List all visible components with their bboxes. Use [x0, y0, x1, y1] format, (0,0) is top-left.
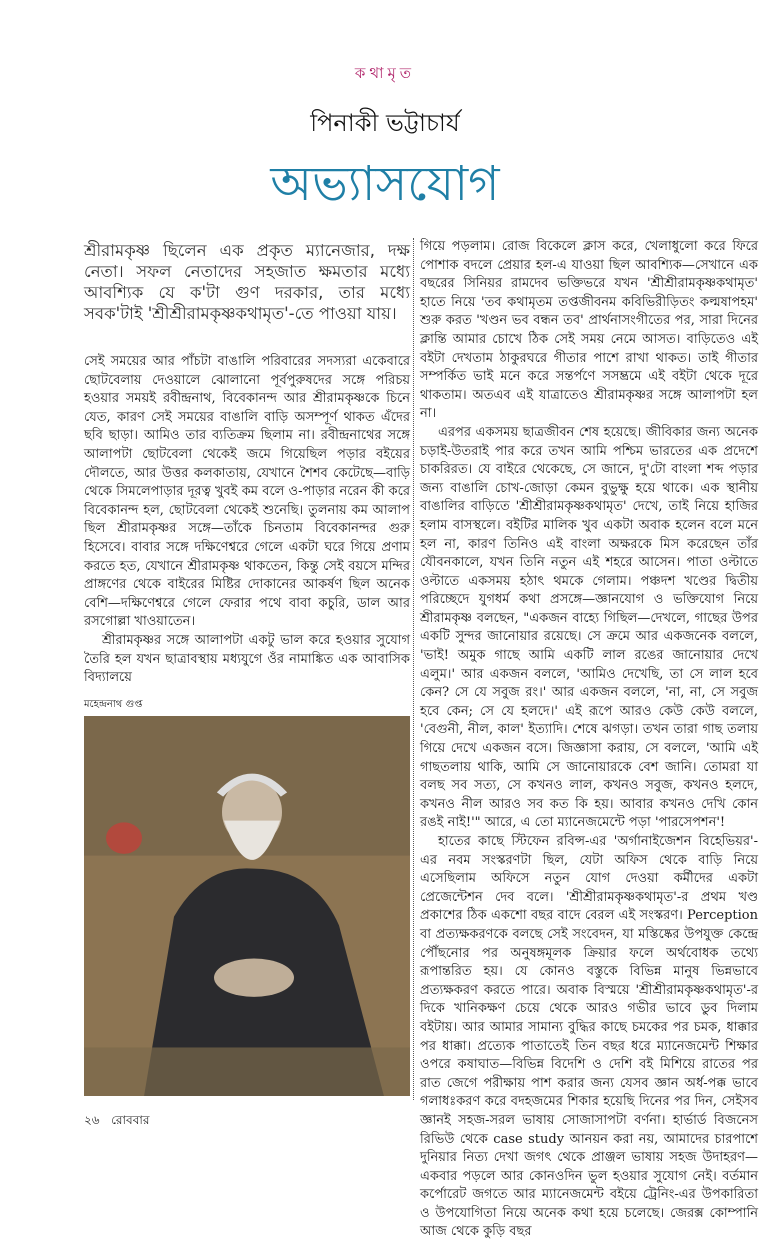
- photo-caption: মহেন্দ্রনাথ গুপ্ত: [84, 698, 143, 710]
- paragraph: এরপর একসময় ছাত্রজীবন শেষ হয়েছে। জীবিকার জন্য অনেক চড়াই-উতরাই পার করে তখন আমি পশ্চিম ভারতের এক প্রদেশে চাকরিরত। যে বাইরে থেকেছে, সে জানে, দু'টো বাংলা শব্দ পড়ার জন্য বাঙালি চোখ-জোড়া কেমন বুভুক্ষু হয়ে থাকে। এক স্থানীয় বাঙালির বাড়িতে 'শ্রীশ্রীরামকৃষ্ণকথামৃত' দেখে, তাই নিয়ে হাজির হলাম বাসস্থলে। বইটির মালিক খুব একটা অবাক হলেন বলে মনে হল না, কারণ তিনিও এই বাংলা অক্ষরকে মিস করেছেন তাঁর যৌবনকালে, যখন তিনি নতুন এই শহরে আসেন। পাতা ওল্টাতে ওল্টাতে একসময় হঠাৎ থমকে গেলাম। পঞ্চদশ খণ্ডের দ্বিতীয় পরিচ্ছেদে যুগধর্ম কথা প্রসঙ্গে—জ্ঞানযোগ ও ভক্তিযোগ নিয়ে শ্রীরামকৃষ্ণ বলছেন, "একজন বাহ্যে গিছিল—দেখলে, গাছের উপর একটি সুন্দর জানোয়ার রয়েছে। সে ক্রমে আর একজনেক বললে, 'ভাই! অমুক গাছে আমি একটি লাল রঙের জানোয়ার দেখে এলুম।' আর একজন বললে, 'আমিও দেখেছি, তা সে লাল হবে কেন? সে যে সবুজ রং।' আর একজন বললে, 'না, না, সে সবুজ হবে কেন; সে যে হলদে।' এই রূপে আরও কেউ কেউ বললে, 'বেগুনী, নীল, কাল' ইত্যাদি। শেষে ঝগড়া। তখন তারা গাছ তলায় গিয়ে দেখে একজন বসে। জিজ্ঞাসা করায়, সে বললে, 'আমি এই গাছতলায় থাকি, আমি সে জানোয়ারকে বেশ জানি। তোমরা যা বলছ সব সত্য, সে কখনও লাল, কখনও সবুজ, কখনও হলদে, কখনও নীল আরও সব কত কি হয়। আবার কখনও দেখি কোন রঙই নাই!'" আরে, এ তো ম্যানেজমেন্টে পড়া 'পারসেপশন'!: [420, 424, 758, 831]
- paragraph: শ্রীরামকৃষ্ণর সঙ্গে আলাপটা একটু ভাল করে হওয়ার সুযোগ তৈরি হল যখন ছাত্রাবস্থায় মধ্যযুগে ওঁর নামাঙ্কিত এক আবাসিক বিদ্যালয়ে: [84, 632, 410, 686]
- magazine-name: রোববার: [111, 1113, 150, 1127]
- page-number: ২৬: [84, 1113, 100, 1127]
- portrait-photo: [84, 716, 410, 1096]
- page-footer: [84, 1112, 149, 1132]
- paragraph: সেই সময়ের আর পাঁচটা বাঙালি পরিবারের সদস্যরা একেবারে ছোটবেলায় দেওয়ালে ঝোলানো পূর্বপুরুষদের সঙ্গে পরিচয় হওয়ার সময়ই রবীন্দ্রনাথ, বিবেকানন্দ আর শ্রীরামকৃষ্ণকে চিনে যেত, কারণ সেই সময়ের বাঙালি বাড়ি অসম্পূর্ণ থাকত এঁদের ছবি ছাড়া। আমিও তার ব্যতিক্রম ছিলাম না। রবীন্দ্রনাথের সঙ্গে আলাপটা ছোটবেলা থেকেই জমে গিয়েছিল পড়ার বইয়ের দৌলতে, আর উত্তর কলকাতায়, যেখানে শৈশব কেটেছে—বাড়ি থেকে সিমলেপাড়ার দূরত্ব খুবই কম বলে ও-পাড়ার নরেন কী করে বিবেকানন্দ হল, ছোটবেলা থেকেই শুনেছি। তুলনায় কম আলাপ ছিল শ্রীরামকৃষ্ণর সঙ্গে—তাঁকে চিনতাম বিবেকানন্দর গুরু হিসেবে। বাবার সঙ্গে দক্ষিণেশ্বরে গেলে একটা ঘরে গিয়ে প্রণাম করতে হত, যেখানে শ্রীরামকৃষ্ণ থাকতেন, কিন্তু সেই বয়সে মন্দির প্রাঙ্গণের থেকে বাইরের মিষ্টির দোকানের আকর্ষণ ছিল অনেক বেশি—দক্ষিণেশ্বরে গেলে ফেরার পথে বাবা কচুরি, ডাল আর রসগোল্লা খাওয়াতেন।: [84, 354, 410, 630]
- intro-pullquote: শ্রীরামকৃষ্ণ ছিলেন এক প্রকৃত ম্যানেজার, দক্ষ নেতা। সফল নেতাদের সহজাত ক্ষমতার মধ্যে আবশ্যিক যে ক'টা গুণ দরকার, তার মধ্যে সবক'টাই 'শ্রীশ্রীরামকৃষ্ণকথামৃত'-তে পাওয়া যায়।: [84, 241, 410, 323]
- author-name: পিনাকী ভট্টাচার্য: [310, 109, 460, 137]
- left-column: [84, 353, 410, 1096]
- article-title: অভ্যাসযোগ: [270, 156, 500, 212]
- paragraph: হাতের কাছে স্টিফেন রবিন্স-এর 'অর্গানাইজেশন বিহেভিয়র'-এর নবম সংস্করণটা ছিল, যেটা অফিস থেকে বাড়ি নিয়ে এসেছিলাম অফিসে নতুন যোগ দেওয়া কর্মীদের একটা প্রেজেন্টেশন দেব বলে। 'শ্রীশ্রীরামকৃষ্ণকথামৃত'-র প্রথম খণ্ড প্রকাশের ঠিক একশো বছর বাদে বেরল এই সংস্করণ। Perception বা প্রত্যক্ষকরণকে বলছে সেই সংবেদন, যা মস্তিষ্কের উপযুক্ত কেন্দ্রে পৌঁছনোর পর অনুষঙ্গমূলক ক্রিয়ার ফলে অর্থবোধক তথ্যে রূপান্তরিত হয়। যে কোনও বস্তুকে বিভিন্ন মানুষ ভিন্নভাবে প্রত্যক্ষকরণ করতে পারে। অবাক বিস্ময়ে 'শ্রীশ্রীরামকৃষ্ণকথামৃত'-র দিকে খানিকক্ষণ চেয়ে থেকে আরও গভীর ভাবে ডুব দিলাম বইটায়। আর আমার সামান্য বুদ্ধির কাছে চমকের পর চমক, ধাক্কার পর ধাক্কা। প্রত্যেক পাতাতেই তিন বছর ধরে ম্যানেজমেন্ট শিক্ষার ওপরে কষাঘাত—বিভিন্ন বিদেশি ও দেশি বই মিশিয়ে রাতের পর রাত জেগে পরীক্ষায় পাশ করার জন্য যেসব জ্ঞান অর্ধ-পক্ক ভাবে গলাধঃকরণ করে বদহজমের শিকার হয়েছি দিনের পর দিন, সেইসব জ্ঞানই সহজ-সরল ভাষায় সোজাসাপটা বর্ণনা। হার্ভার্ড বিজনেস রিভিউ থেকে case study আনয়ন করা নয়, আমাদের চারপাশে দুনিয়ার নিত্য দেখা জগৎ থেকে প্রাঞ্জল ভাষায় সহজ উদাহরণ—একবার পড়লে আর কোনওদিন ভুল হওয়ার সুযোগ নেই। বর্তমান কর্পোরেট জগতে আর ম্যানেজমেন্ট বইয়ে ট্রেনিং-এর উপকারিতা ও উপযোগিতা নিয়ে অনেক কথা হয়ে চলেছে। জেরক্স কোম্পানি আজ থেকে কুড়ি বছর: [420, 834, 758, 1240]
- paragraph: গিয়ে পড়লাম। রোজ বিকেলে ক্লাস করে, খেলাধুলো করে ফিরে পোশাক বদলে প্রেয়ার হল-এ যাওয়া ছিল আবশ্যিক—সেখানে এক বছরের সিনিয়র রামদেব ভক্তিভরে যখন 'শ্রীশ্রীরামকৃষ্ণকথামৃত' হাতে নিয়ে 'তব কথামৃতম তপ্তজীবনম কবিভিরীড়িতং কল্মষাপহম' শুরু করত 'খণ্ডন ভব বন্ধন তব' প্রার্থনাসংগীতের পর, সারা দিনের ক্লান্তি আমার চোখে ঠিক সেই সময় নেমে আসত। বাড়িতেও এই বইটা দেখতাম ঠাকুরঘরে গীতার পাশে রাখা থাকত। তাই গীতার সম্পর্কিত ভাই মনে করে সন্তর্পণে সসম্ভ্রমে এই বইটা থেকে দূরে থাকতাম। অতএব এই যাত্রাতেও শ্রীরামকৃষ্ণর সঙ্গে আলাপটা হল না।: [420, 239, 758, 422]
- section-label: কথামৃত: [354, 64, 416, 82]
- column-divider: [413, 238, 414, 1100]
- right-column: [420, 238, 758, 1242]
